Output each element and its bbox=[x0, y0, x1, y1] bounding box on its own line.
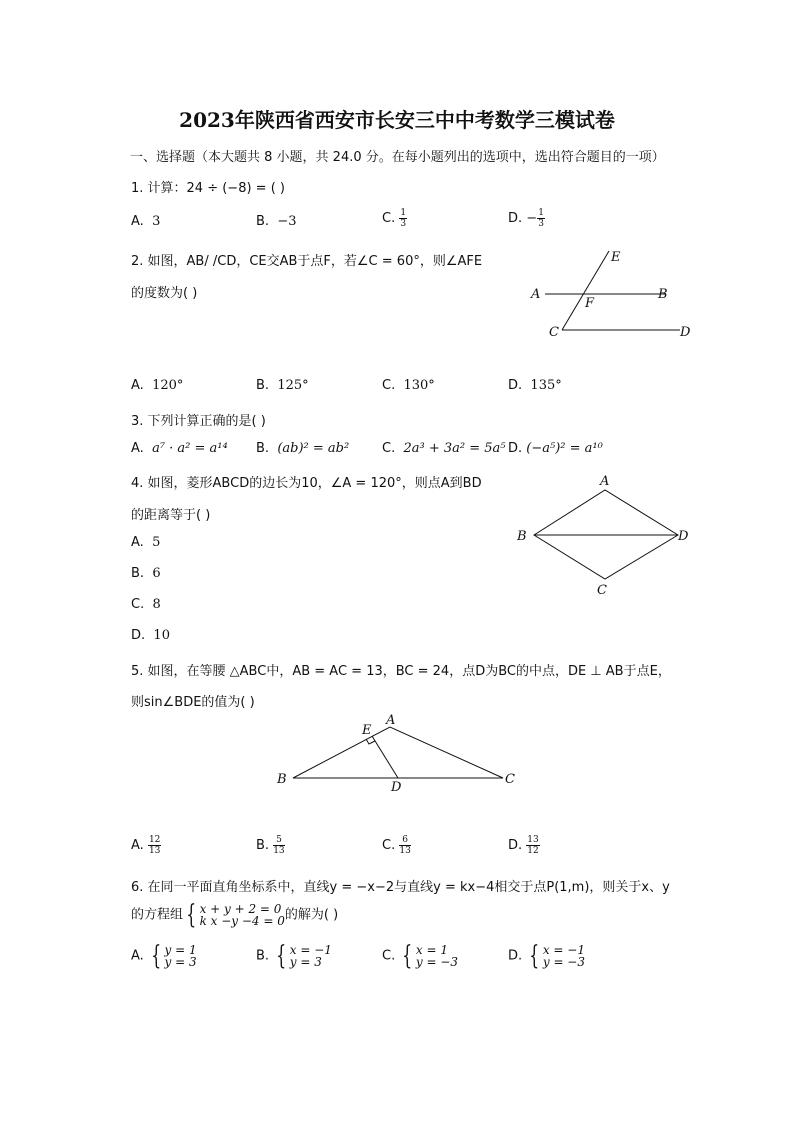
question-4-line2: 的距离等于( ) bbox=[131, 508, 211, 523]
question-6-line1: 6. 在同一平面直角坐标系中，直线y = −x−2与直线y = kx−4相交于点P(1,m)，则关于x、y bbox=[131, 880, 670, 895]
q5-label-b: B bbox=[277, 772, 287, 787]
q2-option-c: C. 130° bbox=[382, 378, 435, 393]
q4-label-b: B bbox=[517, 529, 527, 544]
q2-label-f: F bbox=[585, 296, 595, 311]
q6-option-d: D. { x = −1 y = −3 bbox=[508, 941, 585, 971]
q2-label-e: E bbox=[611, 250, 621, 265]
q4-option-d: D. 10 bbox=[131, 628, 170, 643]
q4-option-a: A. 5 bbox=[131, 535, 161, 550]
section-heading: 一、选择题（本大题共 8 小题，共 24.0 分。在每小题列出的选项中，选出符合题目的一项） bbox=[130, 150, 665, 165]
q6-option-c: C. { x = 1 y = −3 bbox=[382, 941, 459, 971]
q3-option-b: B. (ab)² = ab² bbox=[256, 441, 350, 456]
question-1: 1. 计算：24 ÷ (−8) = ( ) bbox=[131, 181, 285, 196]
q5-label-a: A bbox=[386, 713, 396, 728]
q1-option-c: C. $\frac{1}{3}$ bbox=[382, 208, 407, 229]
q1-option-d: D. − $\frac{1}{3}$ bbox=[508, 208, 544, 229]
q5-label-d: D bbox=[391, 780, 402, 795]
q2-option-a: A. 120° bbox=[131, 378, 184, 393]
q6-option-b: B. { x = −1 y = 3 bbox=[256, 941, 332, 971]
q1-option-b: B. −3 bbox=[256, 214, 297, 229]
q4-figure bbox=[510, 470, 700, 600]
q5-figure bbox=[270, 708, 530, 803]
question-6-line2: 的方程组 { x + y + 2 = 0 k x −y −4 = 0的解为( ) bbox=[131, 900, 339, 930]
q5-option-d: D. $\frac{13}{12}$ bbox=[508, 835, 539, 856]
question-2-line1: 2. 如图，AB/ /CD，CE交AB于点F，若∠C = 60°，则∠AFE bbox=[131, 254, 483, 269]
q2-label-c: C bbox=[549, 325, 559, 340]
q3-option-c: C. 2a³ + 3a² = 5a⁵ bbox=[382, 441, 506, 456]
q4-label-c: C bbox=[597, 583, 607, 598]
q5-option-b: B. $\frac{5}{13}$ bbox=[256, 835, 285, 856]
question-5-line2: 则sin∠BDE的值为( ) bbox=[131, 695, 255, 710]
q2-figure bbox=[525, 245, 700, 345]
q4-option-b: B. 6 bbox=[131, 566, 161, 581]
q5-option-a: A. $\frac{12}{13}$ bbox=[131, 835, 161, 856]
q4-label-d: D bbox=[678, 529, 689, 544]
q3-option-a: A. a⁷ · a² = a¹⁴ bbox=[131, 441, 228, 456]
q2-label-d: D bbox=[680, 325, 691, 340]
q2-option-d: D. 135° bbox=[508, 378, 562, 393]
q2-option-b: B. 125° bbox=[256, 378, 309, 393]
q1-option-a: A. 3 bbox=[131, 214, 161, 229]
q5-label-c: C bbox=[505, 772, 515, 787]
question-3: 3. 下列计算正确的是( ) bbox=[131, 414, 266, 429]
page-title: 2023年陕西省西安市长安三中中考数学三模试卷 bbox=[179, 108, 615, 132]
question-2-line2: 的度数为( ) bbox=[131, 286, 198, 301]
q3-option-d: D. (−a⁵)² = a¹⁰ bbox=[508, 441, 603, 456]
q2-label-b: B bbox=[658, 287, 668, 302]
q5-option-c: C. $\frac{6}{13}$ bbox=[382, 835, 411, 856]
question-5-line1: 5. 如图，在等腰 △ABC中，AB = AC = 13，BC = 24，点D为BC的中点，DE ⊥ AB于点E， bbox=[131, 664, 671, 679]
q4-label-a: A bbox=[600, 474, 610, 489]
q2-label-a: A bbox=[531, 287, 541, 302]
q4-option-c: C. 8 bbox=[131, 597, 161, 612]
q5-label-e: E bbox=[362, 723, 372, 738]
question-4-line1: 4. 如图，菱形ABCD的边长为10，∠A = 120°，则点A到BD bbox=[131, 476, 482, 491]
q6-option-a: A. { y = 1 y = 3 bbox=[131, 941, 197, 971]
